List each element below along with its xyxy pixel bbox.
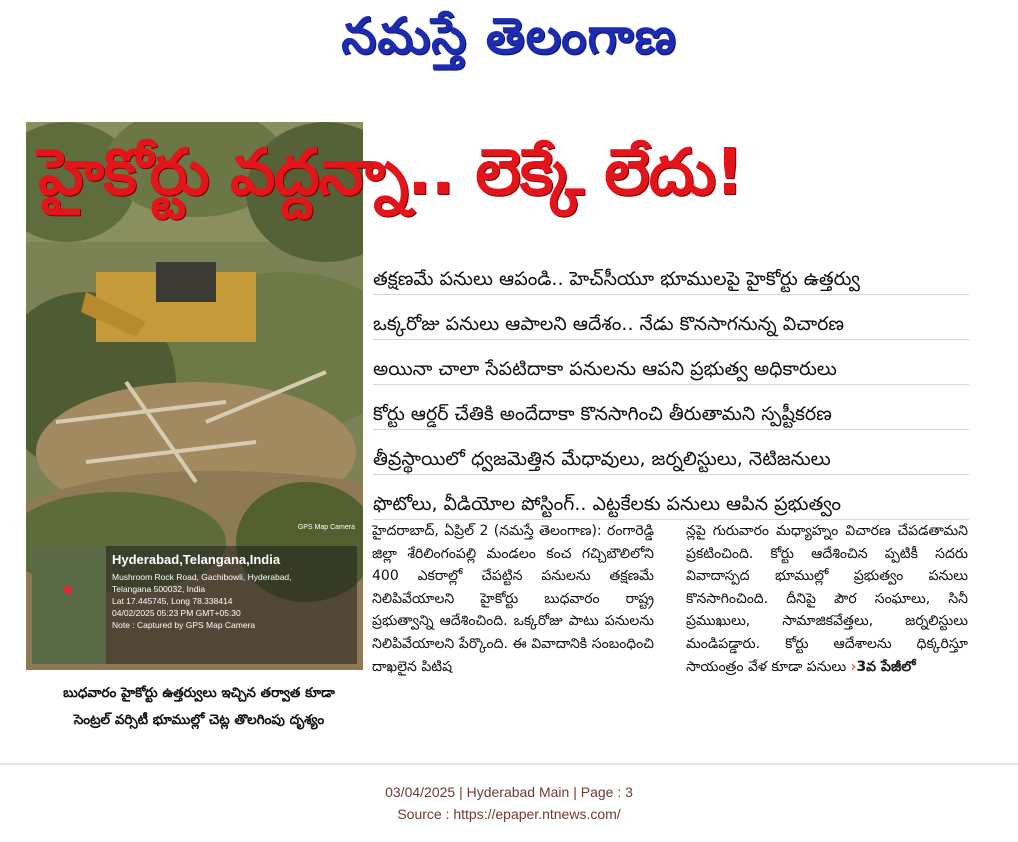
bullet-list xyxy=(373,264,969,534)
article-headline: హైకోర్టు వద్దన్నా.. లెక్కే లేదు! xyxy=(38,136,744,210)
article-column-2 xyxy=(686,520,968,678)
footer-source-link[interactable]: Source : https://epaper.ntnews.com/ xyxy=(397,806,621,822)
footer-edition-info: 03/04/2025 | Hyderabad Main | Page : 3 xyxy=(385,784,633,800)
gps-note: Note : Captured by GPS Map Camera xyxy=(112,620,256,630)
gps-coordinates: Lat 17.445745, Long 78.338414 xyxy=(112,596,233,606)
page-footer xyxy=(0,781,1018,825)
gps-address-1: Mushroom Rock Road, Gachibowli, Hyderabad, xyxy=(112,572,292,582)
gps-address-2: Telangana 500032, India xyxy=(112,584,206,594)
article-column-1 xyxy=(372,520,654,678)
footer-divider xyxy=(0,763,1018,765)
gps-camera-tag: GPS Map Camera xyxy=(297,524,355,531)
article-text-2 xyxy=(686,520,968,678)
bullet-item: తక్షణమే పనులు ఆపండి.. హెచ్‌సీయూ భూములపై హైకోర్టు ఉత్తర్వు xyxy=(373,264,969,295)
gps-overlay xyxy=(32,524,357,664)
bullet-item: అయినా చాలా సేపటిదాకా పనులను ఆపని ప్రభుత్వ అధికారులు xyxy=(373,354,969,385)
continued-arrow-icon: › xyxy=(850,658,857,675)
caption-line-2: సెంట్రల్‌ వర్సిటీ భూముల్లో చెట్ల తొలగింపు దృశ్యం xyxy=(73,712,325,728)
caption-line-1: బుధవారం హైకోర్టు ఉత్తర్వులు ఇచ్చిన తర్వాత కూడా xyxy=(63,685,335,701)
gps-timestamp: 04/02/2025 05:23 PM GMT+05:30 xyxy=(112,608,241,618)
bullet-item: కోర్టు ఆర్డర్‌ చేతికి అందేదాకా కొనసాగించి తీరుతామని స్పష్టీకరణ xyxy=(373,399,969,430)
bullet-item: ఒక్కరోజు పనులు ఆపాలని ఆదేశం.. నేడు కొనసాగనున్న విచారణ xyxy=(373,309,969,340)
article-text-1: హైదరాబాద్‌, ఏప్రిల్‌ 2 (నమస్తే తెలంగాణ): రంగారెడ్డి జిల్లా శేరిలింగంపల్లి మండలం కంచ గచ్చిబౌలిలోని 400 ఎకరాల్లో చేపట్టిన పనులను తక్షణమే నిలిపివేయాలని హైకోర్టు బుధవారం రాష్ట్ర ప్రభుత్వాన్ని ఆదేశించింది. ఒక్కరోజు పాటు పనులను నిలిపివేయాలని పేర్కొంది. ఈ వివాదానికి సంబంధించి దాఖలైన పిటిష xyxy=(372,523,654,675)
bullet-item: తీవ్రస్థాయిలో ధ్వజమెత్తిన మేధావులు, జర్నలిస్టులు, నెటిజనులు xyxy=(373,444,969,475)
bullet-item: ఫొటోలు, వీడియోల పోస్టింగ్‌.. ఎట్టకేలకు పనులు ఆపిన ప్రభుత్వం xyxy=(373,489,969,520)
article-text-2-body: న్లపై గురువారం మధ్యాహ్నం విచారణ చేపడతామని ప్రకటించింది. కోర్టు ఆదేశించిన ప్పటికీ సదరు వివాదాస్పద భూముల్లో ప్రభుత్వం పనులు కొనసాగించింది. దీనిపై పౌర సంఘాలు, సినీ ప్రముఖులు, సామాజికవేత్తలు, జర్నలిస్టులు మండిపడ్డారు. కోర్టు ఆదేశాలను ధిక్కరిస్తూ సాయంత్రం వేళ కూడా పనులు xyxy=(686,523,968,675)
gps-city: Hyderabad,Telangana,India xyxy=(112,552,281,567)
gps-mini-map xyxy=(32,546,106,664)
continued-on-page[interactable]: 3వ పేజీలో xyxy=(856,658,916,675)
newspaper-masthead: నమస్తే తెలంగాణ xyxy=(341,6,677,65)
photo-caption xyxy=(34,680,364,734)
map-pin-icon xyxy=(64,586,72,594)
